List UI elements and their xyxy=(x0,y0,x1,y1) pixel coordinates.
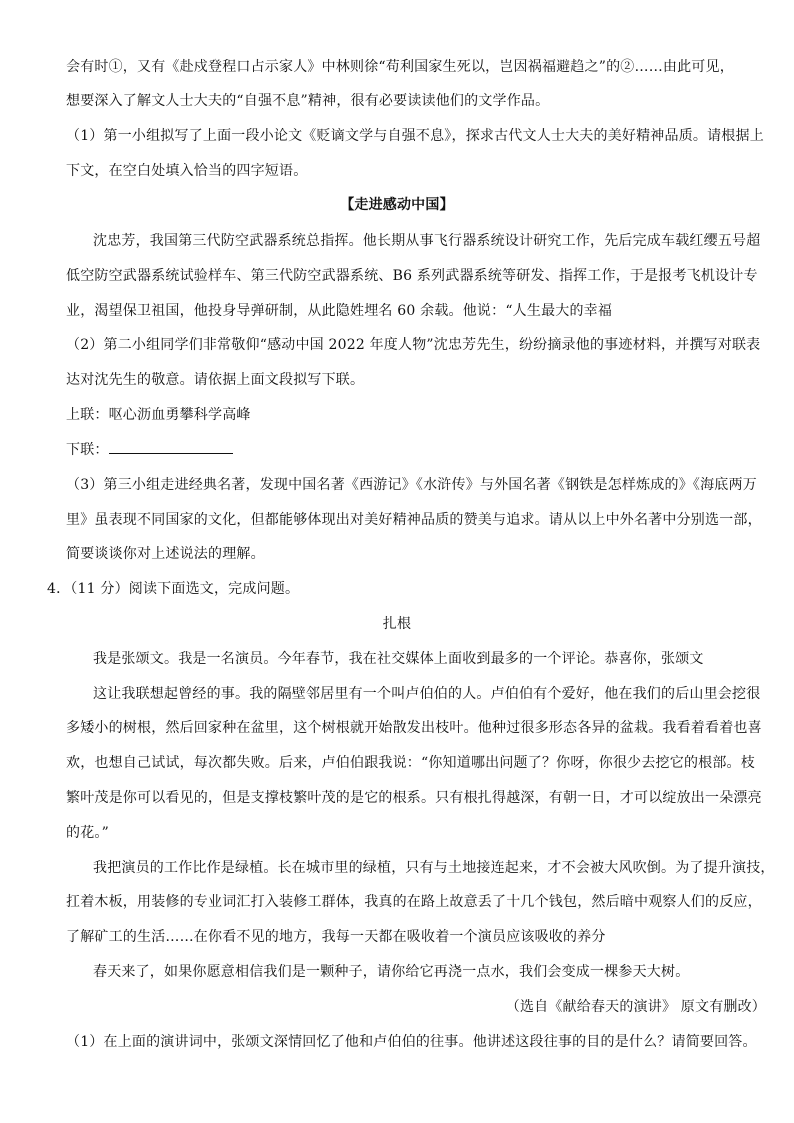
question-1-line: （1）第一小组拟写了上面一段小论文《贬谪文学与自强不息》，探求古代文人士大夫的美好精神品质。请根据上 xyxy=(66,128,764,144)
passage-line: 业，渴望保卫祖国，他投身导弹研制，从此隐姓埋名 60 余载。他说：“人生最大的幸福 xyxy=(66,303,613,319)
question-2-line: 达对沈先生的敬意。请依据上面文段拟写下联。 xyxy=(66,372,365,388)
article-line: 的花。” xyxy=(66,825,109,841)
article-line: 我把演员的工作比作是绿植。长在城市里的绿植，只有与土地接连起来，才不会被大风吹倒。为了提升演技， xyxy=(93,860,775,876)
passage-line: 会有时①，又有《赴戍登程口占示家人》中林则徐“苟利国家生死以，岂因祸福避趋之”的②……由此可见， xyxy=(66,59,734,75)
question-1-line: 下文，在空白处填入恰当的四字短语。 xyxy=(66,163,308,179)
article-line: 繁叶茂是你可以看见的，但是支撑枝繁叶茂的是它的根系。只有根扎得越深，有朝一日，才可以绽放出一朵漂亮 xyxy=(66,790,762,806)
article-line: 我是张颂文。我是一名演员。今年春节，我在社交媒体上面收到最多的一个评论。恭喜你，张颂文 xyxy=(93,651,704,667)
question-3-line: 简要谈谈你对上述说法的理解。 xyxy=(66,546,265,562)
question-2-line: （2）第二小组同学们非常敬仰“感动中国 2022 年度人物”沈忠芳先生，纷纷摘录他的事迹材料，并撰写对联表 xyxy=(66,337,761,353)
question-3-line: （3）第三小组走进经典名著，发现中国名著《西游记》《水浒传》与外国名著《钢铁是怎样炼成的》《海底两万 xyxy=(66,477,757,493)
passage-line: 想要深入了解文人士大夫的“自强不息”精神，很有必要读读他们的文学作品。 xyxy=(66,93,550,109)
article-line: 了解矿工的生活……在你看不见的地方，我每一天都在吸收着一个演员应该吸收的养分 xyxy=(66,929,606,945)
source-note: （选自《献给春天的演讲》 原文有删改） xyxy=(505,999,766,1015)
passage-line: 低空防空武器系统试验样车、第三代防空武器系统、B6 系列武器系统等研发、指挥工作，于是报考飞机设计专 xyxy=(66,268,758,284)
question-4-1: （1）在上面的演讲词中，张颂文深情回忆了他和卢伯伯的往事。他讲述这段往事的目的是什么？请简要回答。 xyxy=(66,1034,757,1050)
article-title: 扎根 xyxy=(382,616,412,632)
article-line: 春天来了，如果你愿意相信我们是一颗种子，请你给它再浇一点水，我们会变成一棵参天大树。 xyxy=(93,964,690,980)
lower-couplet xyxy=(66,441,766,459)
lower-couplet-label: 下联： xyxy=(66,442,109,458)
article-line: 欢，也想自己试试，每次都失败。后来，卢伯伯跟我说：“你知道哪出问题了？你呀，你很少去挖它的根部。枝 xyxy=(66,755,755,771)
article-line: 这让我联想起曾经的事。我的隔壁邻居里有一个叫卢伯伯的人。卢伯伯有个爱好，他在我们的后山里会挖很 xyxy=(93,686,761,702)
answer-blank xyxy=(109,441,233,454)
section-title: 【走进感动中国】 xyxy=(340,197,454,213)
article-line: 多矮小的树根，然后回家种在盆里，这个树根就开始散发出枝叶。他种过很多形态各异的盆栽。我看着看着也喜 xyxy=(66,720,762,736)
article-line: 扛着木板，用装修的专业词汇打入装修工群体，我真的在路上故意丢了十几个钱包，然后暗中观察人们的反应， xyxy=(66,894,762,910)
question-4-header: 4．（11 分）阅读下面选文，完成问题。 xyxy=(47,581,300,597)
upper-couplet: 上联：呕心沥血勇攀科学高峰 xyxy=(66,407,251,423)
question-3-line: 里》虽表现不同国家的文化，但都能够体现出对美好精神品质的赞美与追求。请从以上中外名著中分别选一部， xyxy=(66,512,762,528)
passage-line: 沈忠芳，我国第三代防空武器系统总指挥。他长期从事飞行器系统设计研究工作，先后完成车载红缨五号超 xyxy=(93,233,761,249)
